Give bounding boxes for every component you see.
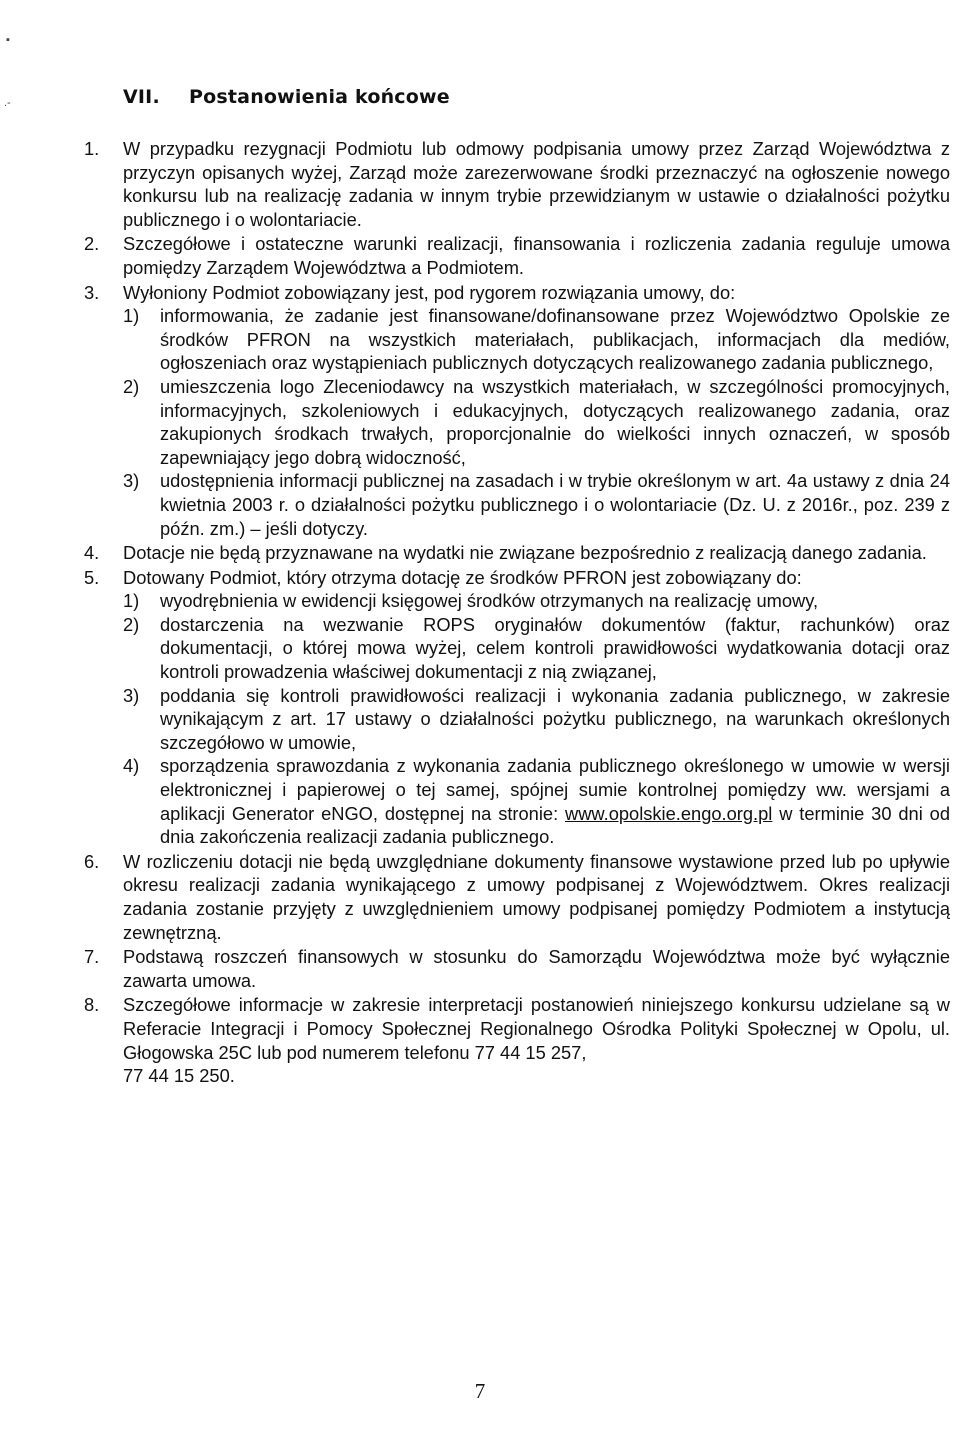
subitem <box>123 754 950 848</box>
scan-mark: ▪ <box>6 34 10 46</box>
section-title: Postanowienia końcowe <box>189 86 450 108</box>
item-text: Szczegółowe i ostateczne warunki realizacji, finansowania i rozliczenia zadania reguluje umowa pomiędzy Zarządem Województwa a Podmiotem. <box>123 233 950 278</box>
provision-item <box>84 232 950 279</box>
subitem <box>123 375 950 469</box>
subitem-text: poddania się kontroli prawidłowości realizacji i wykonania zadania publicznego, w zakresie wynikającym z art. 17 ustawy o działalności pożytku publicznego, na warunkach określonych szczegółowo w umowie, <box>160 684 950 753</box>
section-number: VII. <box>123 86 160 108</box>
subitem-number: 2) <box>123 613 140 635</box>
page-number: 7 <box>474 1379 486 1403</box>
item-text: Szczegółowe informacje w zakresie interpretacji postanowień niniejszego konkursu udzielane są w Referacie Integracji i Pomocy Społecznej Regionalnego Ośrodka Polityki Społecznej w Opolu, ul. Głogowska 25C lub pod numerem telefonu 77 44 15 257, <box>123 994 950 1063</box>
item-text: Podstawą roszczeń finansowych w stosunku do Samorządu Województwa może być wyłącznie zawarta umowa. <box>123 946 950 991</box>
provision-item <box>84 541 950 565</box>
item-text: W rozliczeniu dotacji nie będą uwzględniane dokumenty finansowe wystawione przed lub po upływie okresu realizacji zadania wynikającego z umowy podpisanej z Województwem. Okres realizacji zadania zostanie przyjęty z uwzględnieniem umowy podpisanej pomiędzy Podmiotem a instytucją zewnętrzną. <box>123 850 950 943</box>
subitem-text: dostarczenia na wezwanie ROPS oryginałów dokumentów (faktur, rachunków) oraz dokumentacji, o której mowa wyżej, celem kontroli prawidłowości wydatkowania dotacji oraz kontroli prowadzenia właściwej dokumentacji z nią związanej, <box>160 613 950 683</box>
subitem-number: 4) <box>123 755 140 777</box>
subitem-number: 2) <box>123 375 140 397</box>
subitem <box>123 304 950 375</box>
subitem <box>123 613 950 684</box>
subitem <box>123 684 950 755</box>
provisions-list <box>84 137 950 1088</box>
item-text: Wyłoniony Podmiot zobowiązany jest, pod rygorem rozwiązania umowy, do: <box>123 281 736 303</box>
item-text-line: 77 44 15 250. <box>123 1065 235 1087</box>
subitem-number: 3) <box>123 684 140 706</box>
item-number: 4. <box>84 542 100 564</box>
item-text: Dotacje nie będą przyznawane na wydatki nie związane bezpośrednio z realizacją danego zadania. <box>123 542 927 564</box>
item-number: 3. <box>84 281 100 303</box>
subitem-text: umieszczenia logo Zleceniodawcy na wszystkich materiałach, w szczególności promocyjnych, informacyjnych, szkoleniowych i edukacyjnych, dotyczących realizowanego zadania, oraz zakupionych środkach trwałych, proporcjonalnie do wielkości innych oznaczeń, w sposób zapewniający jego dobrą widoczność, <box>160 375 950 468</box>
provision-item <box>84 137 950 231</box>
item-number: 2. <box>84 233 100 255</box>
item-text: W przypadku rezygnacji Podmiotu lub odmowy podpisania umowy przez Zarząd Województwa z przyczyn opisanych wyżej, Zarząd może zarezerwowane środki przeznaczyć na ogłoszenie nowego konkursu lub na realizację zadania w innym trybie przewidzianym w ustawie o działalności pożytku publicznego i o wolontariacie. <box>123 138 950 230</box>
section-heading <box>123 86 450 108</box>
item-number: 6. <box>84 850 100 872</box>
subitem-number: 3) <box>123 470 140 492</box>
scan-mark: .- <box>4 97 11 109</box>
item-number: 7. <box>84 946 100 968</box>
provision-item <box>84 850 950 944</box>
subitem-text: informowania, że zadanie jest finansowane/dofinansowane przez Województwo Opolskie ze środków PFRON na wszystkich materiałach, publikacjach, informacjach dla mediów, ogłoszeniach oraz wystąpieniach publicznych dotyczących realizowanego zadania publicznego, <box>160 305 950 374</box>
subitem-text: sporządzenia sprawozdania z wykonania zadania publicznego określonego w umowie w wersji elektronicznej i papierowej o tej samej, spójnej sumie kontrolnej pomiędzy ww. wersjami a aplikacji Generator eNGO, dostępnej na stronie: <box>160 755 950 824</box>
subitem-number: 1) <box>123 590 140 612</box>
provision-item <box>84 993 950 1087</box>
item-number: 1. <box>84 138 100 159</box>
provision-item <box>84 945 950 992</box>
subitem-text: udostępnienia informacji publicznej na zasadach i w trybie określonym w art. 4a ustawy z dnia 24 kwietnia 2003 r. o działalności pożytku publicznego i o wolontariacie (Dz. U. z 2016r., poz. 239 z późn. zm.) – jeśli dotyczy. <box>160 470 950 539</box>
subitem-text: w terminie 30 dni od dnia zakończenia realizacji zadania publicznego. <box>160 802 950 848</box>
provision-item <box>84 566 950 849</box>
subitem-number: 1) <box>123 305 140 327</box>
item-text: Dotowany Podmiot, który otrzyma dotację ze środków PFRON jest zobowiązany do: <box>123 566 802 588</box>
subitem-text: wyodrębnienia w ewidencji księgowej środków otrzymanych na realizację umowy, <box>160 590 819 612</box>
item-number: 5. <box>84 566 100 588</box>
website-link[interactable]: www.opolskie.engo.org.pl <box>565 802 773 824</box>
subitem <box>123 469 950 540</box>
provision-item <box>84 281 950 541</box>
item-number: 8. <box>84 994 100 1016</box>
subitem <box>123 589 950 613</box>
